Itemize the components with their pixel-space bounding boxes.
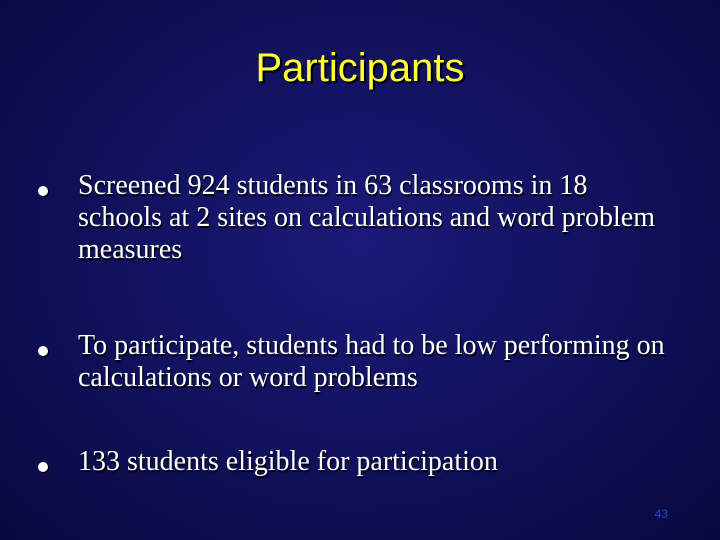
slide-title: Participants <box>255 46 465 90</box>
bullet-dot-icon <box>38 462 48 472</box>
bullet-dot-icon <box>38 186 48 196</box>
bullet-text: 133 students eligible for participation <box>78 446 498 477</box>
page-number: 43 <box>654 507 668 521</box>
bullet-text: Screened 924 students in 63 classrooms in 18 schools at 2 sites on calculations and word problem measures <box>78 170 655 265</box>
bullet-dot-icon <box>38 346 48 356</box>
bullet-text: To participate, students had to be low performing on calculations or word problems <box>78 330 665 393</box>
